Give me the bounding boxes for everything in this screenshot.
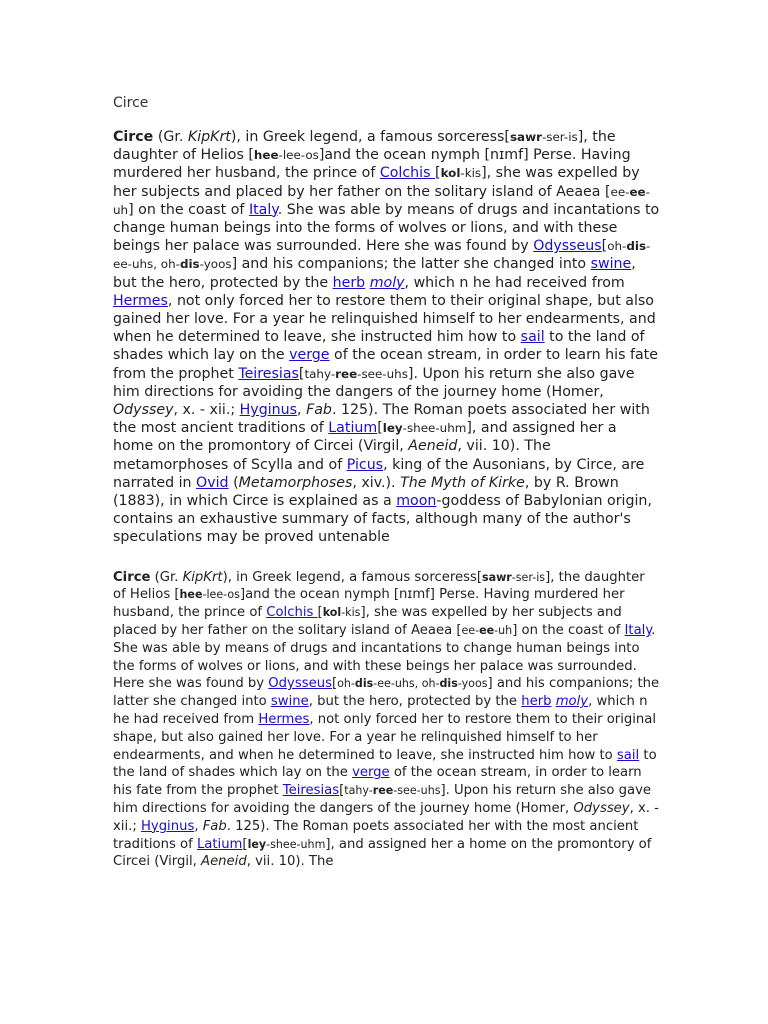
text-run: ), in Greek legend, a famous sorceress[: [222, 569, 482, 585]
link-swine[interactable]: swine: [270, 694, 309, 710]
text-run: , xiv.).: [352, 474, 401, 491]
pronunciation: sawr: [509, 130, 542, 144]
pronunciation: oh-: [607, 239, 627, 254]
pronunciation: ree: [372, 784, 394, 798]
link-latium[interactable]: Latium: [196, 836, 243, 852]
pronunciation: kol: [440, 166, 461, 181]
article-paragraph-2: [113, 569, 661, 872]
text-run: ], she was expelled by her subjects and placed by her father on the solitary island of Aeaea [: [113, 165, 640, 200]
text-run: ], the daughter of Helios [: [113, 569, 645, 603]
pronunciation: -kis: [460, 166, 482, 181]
pronunciation: -yoos: [199, 257, 232, 272]
pronunciation: -yoos: [457, 677, 488, 691]
text-run: ], she was expelled by her subjects and placed by her father on the solitary island of Aeaea [: [113, 605, 622, 639]
text-run: , which n he had received from: [113, 694, 648, 728]
document-page: [113, 92, 661, 871]
link-moon[interactable]: moon: [396, 493, 437, 510]
pronunciation: -ser-is: [511, 570, 546, 584]
pronunciation: ee-: [610, 184, 630, 199]
pronunciation: tahy-: [304, 366, 336, 381]
pronunciation: ley: [247, 837, 267, 851]
text-run: , king of the Ausonians, by Circe, are narrated in: [113, 456, 645, 491]
pronunciation: ee-: [461, 624, 480, 638]
text-run: . She was able by means of drugs and incantations to change human beings into the forms of wolves or lions, and with these beings her palace was surrounded. Here she was found by: [113, 201, 660, 255]
text-run: [: [601, 238, 608, 255]
text-run: , x. - xii.;: [113, 801, 659, 834]
text-run: ]. Upon his return she also gave him directions for avoiding the dangers of the journey home (Homer,: [113, 365, 635, 400]
text-run: ], and assigned her a home on the promontory of Circei (Virgil,: [113, 836, 652, 870]
pronunciation: -ee-uhs, oh-: [113, 239, 651, 272]
text-run: ]and the ocean nymph [nɪmf] Perse. Having murdered her husband, the prince of: [113, 587, 625, 621]
text-run: (Gr.: [150, 569, 183, 585]
text-run: , x. - xii.;: [173, 402, 240, 419]
text-run: (: [228, 474, 239, 491]
text-run: , vii. 10). The: [246, 854, 334, 870]
pronunciation: -uh: [494, 624, 513, 638]
pronunciation: -see-uhs: [393, 784, 441, 798]
pronunciation: dis: [354, 677, 374, 691]
text-run: ] and his companions; the latter she changed into: [113, 676, 660, 710]
link-herb[interactable]: herb: [332, 274, 366, 291]
text-run: ] on the coast of: [512, 623, 625, 639]
text-run: . She was able by means of drugs and incantations to change human beings into the forms of wolves or lions, and with these beings her palace was surrounded. Here she was found by: [113, 623, 656, 692]
article-paragraph-1: [113, 128, 661, 547]
pronunciation: -lee-os: [278, 148, 319, 163]
link-moly[interactable]: moly: [369, 274, 405, 291]
pronunciation: dis: [626, 239, 647, 254]
link-teiresias[interactable]: Teiresias: [238, 365, 299, 382]
pronunciation: hee: [179, 588, 203, 602]
text-run: [: [317, 605, 323, 621]
text-run: [: [298, 365, 305, 382]
link-latium[interactable]: Latium: [328, 420, 378, 437]
text-run: -goddess of Babylonian origin, contains an exhaustive summary of facts, although many of the author's speculations may be proved untenable: [113, 493, 652, 546]
italic-text: Fab: [202, 818, 227, 834]
pronunciation: ley: [382, 421, 403, 436]
link-hyginus[interactable]: Hyginus: [140, 818, 195, 834]
italic-text: Odyssey: [113, 402, 174, 419]
pronunciation: sawr: [482, 570, 512, 584]
italic-text: Aeneid: [201, 854, 247, 870]
link-verge[interactable]: verge: [289, 347, 330, 364]
text-run: ,: [297, 402, 307, 419]
link-sail[interactable]: sail: [616, 747, 640, 763]
text-run: . 125). The Roman poets associated her with the most ancient traditions of: [113, 402, 650, 437]
link-colchis[interactable]: Colchis: [379, 165, 436, 182]
link-hermes[interactable]: Hermes: [113, 292, 168, 309]
pronunciation: kol: [322, 606, 342, 620]
text-run: ] and his companions; the latter she changed into: [231, 256, 591, 273]
pronunciation: -shee-uhm: [402, 421, 467, 436]
text-run: , by R. Brown (1883), in which Circe is explained as a: [113, 474, 619, 510]
italic-text: Metamorphoses: [238, 474, 353, 491]
pronunciation: -lee-os: [202, 588, 240, 602]
pronunciation: dis: [179, 257, 200, 272]
text-run: ), in Greek legend, a famous sorceress[: [230, 129, 510, 145]
link-hermes[interactable]: Hermes: [258, 712, 310, 728]
pronunciation: hee: [253, 148, 279, 163]
text-run: [: [435, 165, 441, 182]
text-run: [: [377, 420, 383, 437]
link-hyginus[interactable]: Hyginus: [239, 402, 298, 419]
link-odysseus[interactable]: Odysseus: [533, 238, 602, 255]
text-run: ], the daughter of Helios [: [113, 129, 616, 164]
link-italy[interactable]: Italy: [248, 201, 278, 218]
text-run: to the land of shades which lay on the: [113, 329, 645, 364]
text-run: , which n he had received from: [404, 274, 625, 291]
italic-text: KipKrt: [187, 129, 231, 145]
text-run: , not only forced her to restore them to their original shape, but also gained her love. For a year he relinquished himself to her endearments, and when he determined to leave, she instructed him how to: [113, 712, 657, 763]
text-run: , not only forced her to restore them to their original shape, but also gained her love. For a year he relinquished himself to her endearments, and when he determined to leave, she instructed him how to: [113, 292, 656, 346]
pronunciation: dis: [439, 677, 458, 691]
text-run: , vii. 10). The metamorphoses of Scylla and of: [113, 438, 551, 473]
text-run: to the land of shades which lay on the: [113, 747, 657, 781]
term-heading: Circe: [113, 569, 151, 585]
link-italy[interactable]: Italy: [624, 623, 652, 639]
pronunciation: -ser-is: [541, 130, 578, 144]
text-run: , but the hero, protected by the: [308, 694, 522, 710]
link-sail[interactable]: sail: [520, 329, 545, 346]
pronunciation: -uh: [113, 184, 650, 217]
text-run: , but the hero, protected by the: [113, 256, 636, 291]
italic-text: Aeneid: [408, 438, 458, 455]
italic-text: Fab: [306, 402, 332, 419]
text-run: [: [331, 676, 338, 692]
pronunciation: ree: [335, 366, 358, 381]
text-run: (Gr.: [153, 129, 188, 145]
text-run: [: [339, 783, 345, 799]
text-run: . 125). The Roman poets associated her with the most ancient traditions of: [113, 818, 639, 852]
pronunciation: ee: [629, 184, 646, 199]
link-verge[interactable]: verge: [352, 765, 390, 781]
pronunciation: -kis: [341, 606, 361, 620]
text-run: ,: [194, 818, 203, 834]
document-title: Circe: [113, 95, 149, 111]
link-herb[interactable]: herb: [521, 694, 552, 710]
italic-text: Odyssey: [573, 801, 630, 817]
pronunciation: ee: [479, 624, 495, 638]
pronunciation: -ee-uhs, oh-: [373, 677, 440, 691]
pronunciation: tahy-: [344, 784, 373, 798]
text-run: ], and assigned her a home on the promontory of Circei (Virgil,: [113, 420, 617, 455]
italic-text: KipKrt: [182, 569, 223, 585]
link-picus[interactable]: Picus: [346, 456, 384, 473]
link-colchis[interactable]: Colchis: [266, 605, 318, 621]
text-run: of the ocean stream, in order to learn his fate from the prophet: [113, 347, 658, 382]
pronunciation: oh-: [337, 677, 355, 691]
link-teiresias[interactable]: Teiresias: [282, 783, 340, 799]
link-ovid[interactable]: Ovid: [196, 474, 229, 491]
text-run: of the ocean stream, in order to learn his fate from the prophet: [113, 765, 642, 799]
pronunciation: -see-uhs: [357, 366, 408, 381]
text-run: ]and the ocean nymph [nɪmf] Perse. Having murdered her husband, the prince of: [113, 147, 631, 182]
link-moly[interactable]: moly: [555, 694, 589, 710]
term-heading: Circe: [113, 129, 154, 145]
pronunciation: -shee-uhm: [266, 837, 326, 851]
text-run: ]. Upon his return she also gave him directions for avoiding the dangers of the journey home (Homer,: [113, 783, 652, 817]
link-odysseus[interactable]: Odysseus: [268, 676, 332, 692]
italic-text: The Myth of Kirke: [400, 474, 525, 491]
text-run: ] on the coast of: [128, 201, 249, 218]
text-run: [: [242, 836, 248, 852]
link-swine[interactable]: swine: [590, 256, 632, 273]
